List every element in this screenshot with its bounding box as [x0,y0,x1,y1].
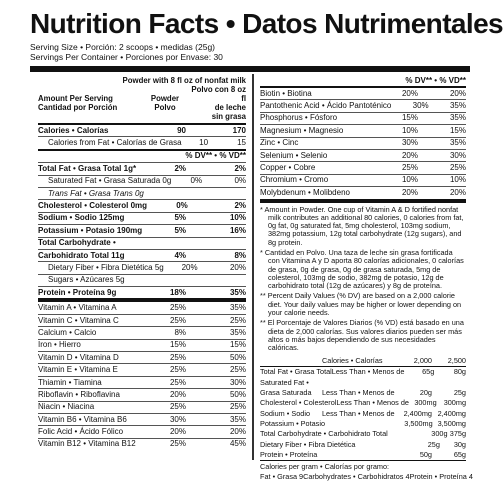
macro-row [38,163,246,174]
dv-table-cell: Total Fat • Grasa Total [260,367,332,377]
vitamin-powder-value: 15% [169,340,186,350]
mineral-powder-value: 10% [401,175,418,185]
vitamin-powder-value: 30% [169,414,186,424]
mineral-powder-value: 20% [401,187,418,197]
vitamin-powder-value: 20% [169,427,186,437]
vitamin-row [38,389,246,400]
mineral-powder-value: 10% [401,125,418,135]
vitamin-milk-value: 50% [229,389,246,399]
macro-powder-value: 2% [174,163,186,173]
mineral-label: Magnesium • Magnesio [260,125,344,135]
col-sin-grasa: sin grasa [211,112,246,121]
mineral-milk-value: 35% [449,101,466,111]
macro-row [38,176,246,187]
macro-label: Potassium • Potasio 190mg [38,225,143,235]
mineral-row [260,175,466,186]
dv-table-row [260,419,466,429]
macro-label: Total Fat • Grasa Total 1g* [38,163,137,173]
dv-table-row [260,450,466,460]
vitamin-milk-value: 25% [229,365,246,375]
macro-row [38,200,246,211]
vitamin-milk-value: 30% [229,377,246,387]
vitamin-milk-value: 15% [229,340,246,350]
dv-table-cell: Dietary Fiber • Fibra Dietética [260,439,356,449]
macro-row [38,250,246,261]
mineral-milk-value: 10% [449,175,466,185]
mineral-powder-value: 25% [401,163,418,173]
cantidad-por-porcion: Cantidad por Porción [38,103,118,112]
dv-table-row [260,429,466,439]
vitamin-row [38,340,246,351]
mineral-row [260,187,466,198]
macro-powder-value: 5% [174,213,186,223]
vitamin-row [38,315,246,326]
vitamin-label: Vitamin D • Vitamina D [38,352,119,362]
macro-row [38,262,246,273]
col-powder: Powder [150,94,180,103]
vitamin-milk-value: 35% [229,414,246,424]
dv-header-row: % DV** • % VD** [185,151,246,161]
dv-table-header: Calories • Calorías 2,000 2,500 [322,355,466,365]
macro-row [38,275,246,286]
dv-table-row [260,398,466,408]
vitamin-label: Thiamin • Tiamina [38,377,102,387]
vitamin-row [38,439,246,450]
dv-table-cell: Less Than • Menos de [322,387,395,397]
mineral-row [260,88,466,99]
vitamin-powder-value: 25% [169,352,186,362]
macro-powder-value: 5% [174,225,186,235]
macro-powder-value: 20% [181,262,198,272]
col-polvo: Polvo [154,103,176,112]
right-dv-header: % DV** • % VD** [405,76,466,85]
vitamin-row [38,426,246,437]
macro-label: Sodium • Sodio 125mg [38,213,125,223]
vitamin-milk-value: 25% [229,402,246,412]
mineral-powder-value: 20% [401,88,418,98]
macro-milk-value: 16% [229,225,246,235]
mineral-label: Molybdenum • Molibdeno [260,187,350,197]
vitamin-milk-value: 35% [229,327,246,337]
mineral-milk-value: 20% [449,88,466,98]
macro-milk-value: 8% [234,250,246,260]
macro-label: Trans Fat • Grasa Trans 0g [48,188,144,198]
vitamin-label: Calcium • Calcio [38,327,97,337]
mineral-powder-value: 20% [401,150,418,160]
servings-per-container: Servings Per Container • Porciones por Envase: 30 [30,52,223,62]
dv-table-cell: 300mg [414,398,437,408]
mineral-row [260,138,466,149]
mineral-row [260,100,466,111]
dv-table-cell: 20g [419,387,432,397]
dv-table-cell: 25g [453,387,466,397]
vitamin-label: Vitamin B6 • Vitamina B6 [38,414,127,424]
dv-table-cell: Potassium • Potasio [260,419,326,429]
macro-row [38,238,246,249]
dv-table-cell: 300mg [443,398,466,408]
dv-table-cell: Saturated Fat • [260,377,309,387]
footnote-1: * Amount in Powder. One cup of Vitamin A & D fortified nonfat milk contributes an additional 80 calories, 0 calories from fat, 0g fat, 0g saturated fat, 5mg cholesterol, 103mg sodium, 382mg potassium, 12g total carbohydrate (12g sugars), and 8g protein. [260,204,464,247]
dv-table-cell: 375g [449,429,466,439]
macro-milk-value: 0% [234,176,246,186]
dv-table-row [260,388,466,398]
dv-table-cell: 2,400mg [403,408,432,418]
macro-label: Carbohidrato Total 11g [38,250,125,260]
vitamin-row [38,377,246,388]
dv-table-cell: Less Than • Menos de [322,408,395,418]
vitamin-row [38,414,246,425]
vitamin-row [38,327,246,338]
dv-table-cell: 3,500mg [437,419,466,429]
dv-table-row [260,377,466,387]
left-panel [38,76,246,450]
mineral-powder-value: 30% [412,101,429,111]
cal-per-gram-1: Calories per gram • Calorías por gramo: [260,461,390,471]
vitamin-label: Folic Acid • Ácido Fólico [38,427,124,437]
mineral-row [260,113,466,124]
column-divider [252,74,254,460]
macro-row [38,213,246,224]
col-polvo-con: Polvo con 8 oz fl [191,85,246,103]
vitamin-milk-value: 20% [229,427,246,437]
mineral-label: Pantothenic Acid • Ácido Pantoténico [260,101,392,111]
dv-table-cell: 80g [453,367,466,377]
dv-table-row [260,409,466,419]
mineral-row [260,162,466,173]
vitamin-label: Iron • Hierro [38,340,81,350]
dv-table-cell: Total Carbohydrate • Carbohidrato Total [260,429,388,439]
macro-label: Cholesterol • Colesterol 0mg [38,201,148,211]
mineral-milk-value: 30% [449,150,466,160]
vitamin-label: Riboflavin • Riboflavina [38,389,120,399]
dv-table-row [260,440,466,450]
macro-milk-value: 2% [234,163,246,173]
right-panel [260,76,473,482]
dv-table-cell: 25g [427,439,440,449]
vitamin-powder-value: 25% [169,439,186,449]
dv-table-cell: 50g [419,450,432,460]
vitamin-milk-value: 50% [229,352,246,362]
vitamin-label: Vitamin C • Vitamina C [38,315,119,325]
vitamin-row [38,402,246,413]
macro-label: Protein • Proteína 9g [38,287,117,297]
calories-fat-row: Calories from Fat • Calorías de Grasa 10 15 [48,138,246,148]
vitamin-label: Vitamin B12 • Vitamina B12 [38,439,136,449]
vitamin-milk-value: 35% [229,303,246,313]
mineral-label: Copper • Cobre [260,163,316,173]
dv-table-cell: 65g [453,450,466,460]
mineral-row [260,150,466,161]
vitamin-label: Niacin • Niacina [38,402,95,412]
vitamin-row [38,364,246,375]
calories-row: Calories • Calorías 90 170 [38,125,246,135]
footnote-4: ** El Porcentaje de Valores Diarios (% VD) está basado en una dieta de 2,000 calorías. Sus valores diarios pueden ser más altos o más bajos dependiendo de sus necesidades calóricas. [260,318,464,353]
macro-label: Sugars • Azúcares 5g [48,275,125,285]
dv-table-row [260,367,466,377]
col-de-leche: de leche [214,103,246,112]
macro-milk-value: 2% [234,201,246,211]
dv-table-cell: Grasa Saturada [260,387,312,397]
macro-milk-value: 10% [229,213,246,223]
vitamin-milk-value: 25% [229,315,246,325]
footnote-2: * Cantidad en Polvo. Una taza de leche sin grasa fortificada con Vitamina A y D aporta 80 calorías adicionales, 0 calorías de grasa, 0g de grasa, 0g de grasa saturada, 5mg de colesterol, 103mg de sodio, 382mg de potasio, 12g de carbohidrato total (12g de azúcares) y 8g de proteína. [260,248,464,291]
macro-label: Dietary Fiber • Fibra Dietética 5g [48,262,164,272]
macro-powder-value: 0% [190,176,203,186]
macro-label: Saturated Fat • Grasa Saturada 0g [48,176,172,186]
dv-table-cell: Less Than • Menos de [336,398,409,408]
dv-table-cell: Less Than • Menos de [331,367,405,377]
dv-table-cell: Protein • Proteína [260,450,318,460]
vitamin-powder-value: 25% [169,303,186,313]
with-milk-header: Powder with 8 fl oz of nonfat milk [122,76,246,85]
mineral-label: Biotin • Biotina [260,88,312,98]
macro-row [38,287,246,298]
vitamin-row [38,302,246,313]
vitamin-label: Vitamin A • Vitamina A [38,303,117,313]
mineral-powder-value: 15% [401,113,418,123]
dv-table-cell: 3,500mg [404,419,433,429]
macro-powder-value: 18% [169,287,186,297]
vitamin-label: Vitamin E • Vitamina E [38,365,118,375]
mineral-label: Selenium • Selenio [260,150,328,160]
macro-powder-value: 0% [176,201,188,211]
mineral-milk-value: 35% [449,138,466,148]
macro-label: Total Carbohydrate • [38,238,116,248]
macro-milk-value: 20% [229,262,246,272]
dv-table-cell: Cholesterol • Colesterol [260,398,337,408]
vitamin-row [38,352,246,363]
footnote-3: ** Percent Daily Values (% DV) are based on a 2,000 calorie diet. Your daily values may be higher or lower depending on your calorie needs. [260,291,462,318]
amount-per-serving: Amount Per Serving [38,94,113,103]
mineral-milk-value: 15% [449,125,466,135]
mineral-row [260,125,466,136]
vitamin-powder-value: 8% [174,327,186,337]
macro-row [38,188,246,199]
macro-row [38,225,246,236]
mineral-powder-value: 30% [401,138,418,148]
top-divider [30,66,470,72]
page-title: Nutrition Facts • Datos Nutrimentales [30,8,503,39]
mineral-milk-value: 20% [449,187,466,197]
mineral-milk-value: 25% [449,163,466,173]
mineral-label: Chromium • Cromo [260,175,329,185]
macro-milk-value: 35% [229,287,246,297]
dv-table-cell: 2,400mg [437,408,466,418]
dv-table-cell: 30g [453,439,466,449]
macro-powder-value: 4% [174,250,186,260]
dv-table-cell: 65g [422,367,435,377]
mineral-label: Zinc • Cinc [260,138,299,148]
vitamin-powder-value: 25% [169,315,186,325]
vitamin-powder-value: 20% [169,389,186,399]
dv-table-cell: Sodium • Sodio [260,408,311,418]
mineral-label: Phosphorus • Fósforo [260,113,338,123]
vitamin-powder-value: 25% [169,365,186,375]
mineral-milk-value: 35% [449,113,466,123]
cal-per-gram-2: Fat • Grasa 9 Carbohydrates • Carbohidratos 4 Protein • Proteína 4 [260,472,473,482]
vitamin-milk-value: 45% [229,439,246,449]
vitamin-powder-value: 25% [169,377,186,387]
dv-table-cell: 300g [431,429,448,439]
serving-size: Serving Size • Porción: 2 scoops • medidas (25g) [30,42,216,52]
vitamin-powder-value: 25% [169,402,186,412]
